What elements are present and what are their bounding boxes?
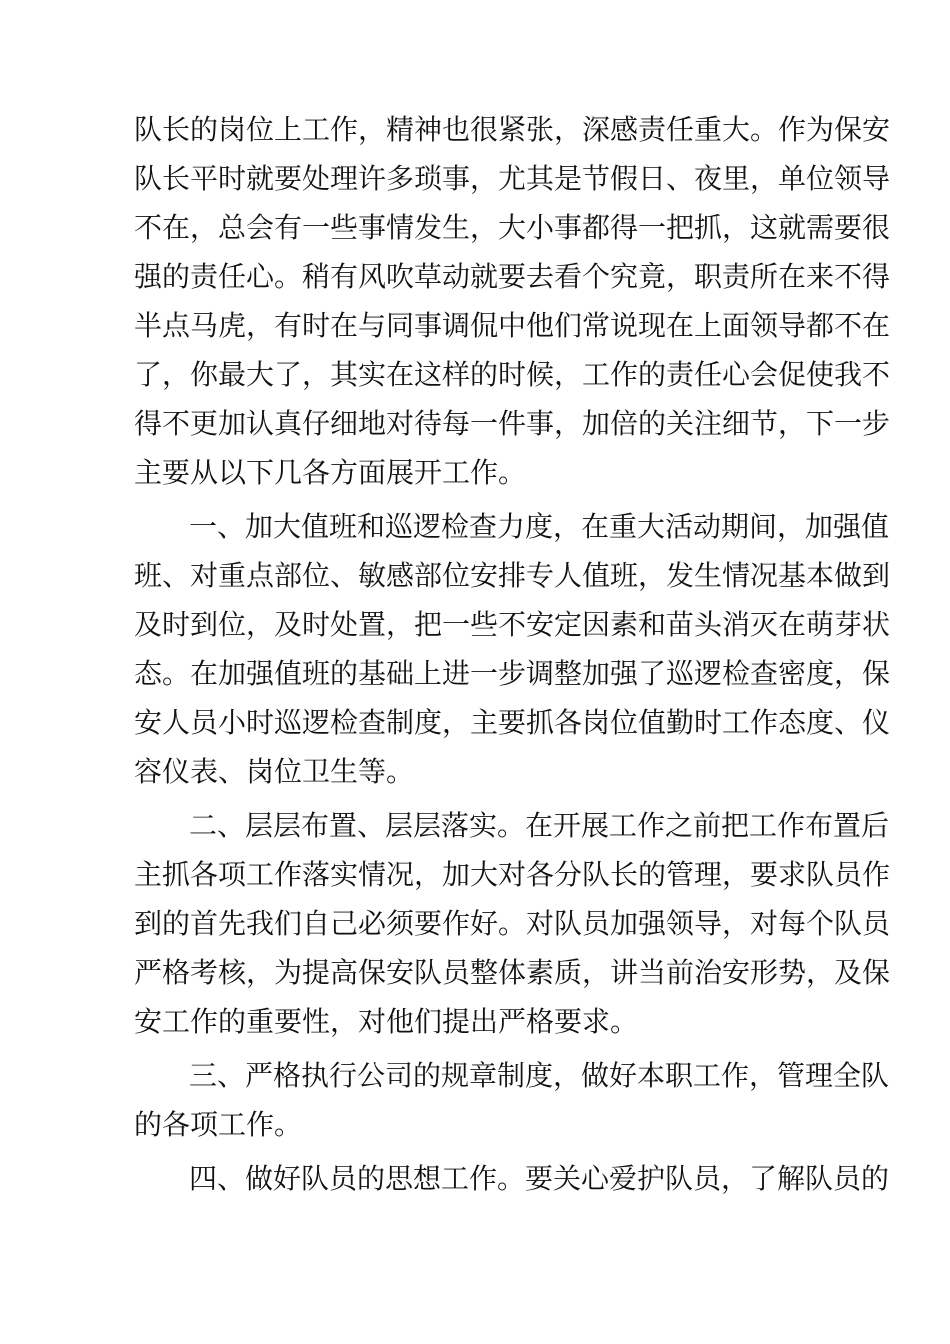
text-line: 容仪表、岗位卫生等。 [134,755,415,788]
text-line: 严格考核，为提高保安队员整体素质，讲当前治安形势，及保 [134,956,891,989]
text-line: 不在，总会有一些事情发生，大小事都得一把抓，这就需要很 [134,211,891,244]
text-line: 半点马虎，有时在与同事调侃中他们常说现在上面领导都不在 [134,309,891,342]
section-two-paragraph [134,801,891,1046]
text-line: 安人员小时巡逻检查制度，主要抓各岗位值勤时工作态度、仪 [134,706,891,739]
document-body [134,105,891,1203]
text-line: 到的首先我们自己必须要作好。对队员加强领导，对每个队员 [134,907,891,940]
section-four-paragraph [134,1154,890,1203]
text-line: 的各项工作。 [134,1108,303,1141]
text-line: 了，你最大了，其实在这样的时候，工作的责任心会促使我不 [134,358,891,391]
text-line: 队长的岗位上工作，精神也很紧张，深感责任重大。作为保安 [134,113,891,146]
text-line: 安工作的重要性，对他们提出严格要求。 [134,1005,639,1038]
text-line: 队长平时就要处理许多琐事，尤其是节假日、夜里，单位领导 [134,162,891,195]
text-line: 主要从以下几各方面展开工作。 [134,456,527,489]
text-line: 二、层层布置、层层落实。在开展工作之前把工作布置后 [189,809,890,842]
text-line: 及时到位，及时处置，把一些不安定因素和苗头消灭在萌芽状 [134,608,891,641]
text-line: 强的责任心。稍有风吹草动就要去看个究竟，职责所在来不得 [134,260,891,293]
text-line: 四、做好队员的思想工作。要关心爱护队员，了解队员的 [189,1162,890,1195]
text-line: 主抓各项工作落实情况，加大对各分队长的管理，要求队员作 [134,858,891,891]
section-three-paragraph [134,1051,890,1149]
text-line: 得不更加认真仔细地对待每一件事，加倍的关注细节，下一步 [134,407,891,440]
text-line: 一、加大值班和巡逻检查力度，在重大活动期间，加强值 [189,510,890,543]
text-line: 态。在加强值班的基础上进一步调整加强了巡逻检查密度，保 [134,657,891,690]
text-line: 三、严格执行公司的规章制度，做好本职工作，管理全队 [189,1059,890,1092]
text-line: 班、对重点部位、敏感部位安排专人值班，发生情况基本做到 [134,559,891,592]
section-one-paragraph [134,502,891,796]
intro-paragraph [134,105,891,497]
